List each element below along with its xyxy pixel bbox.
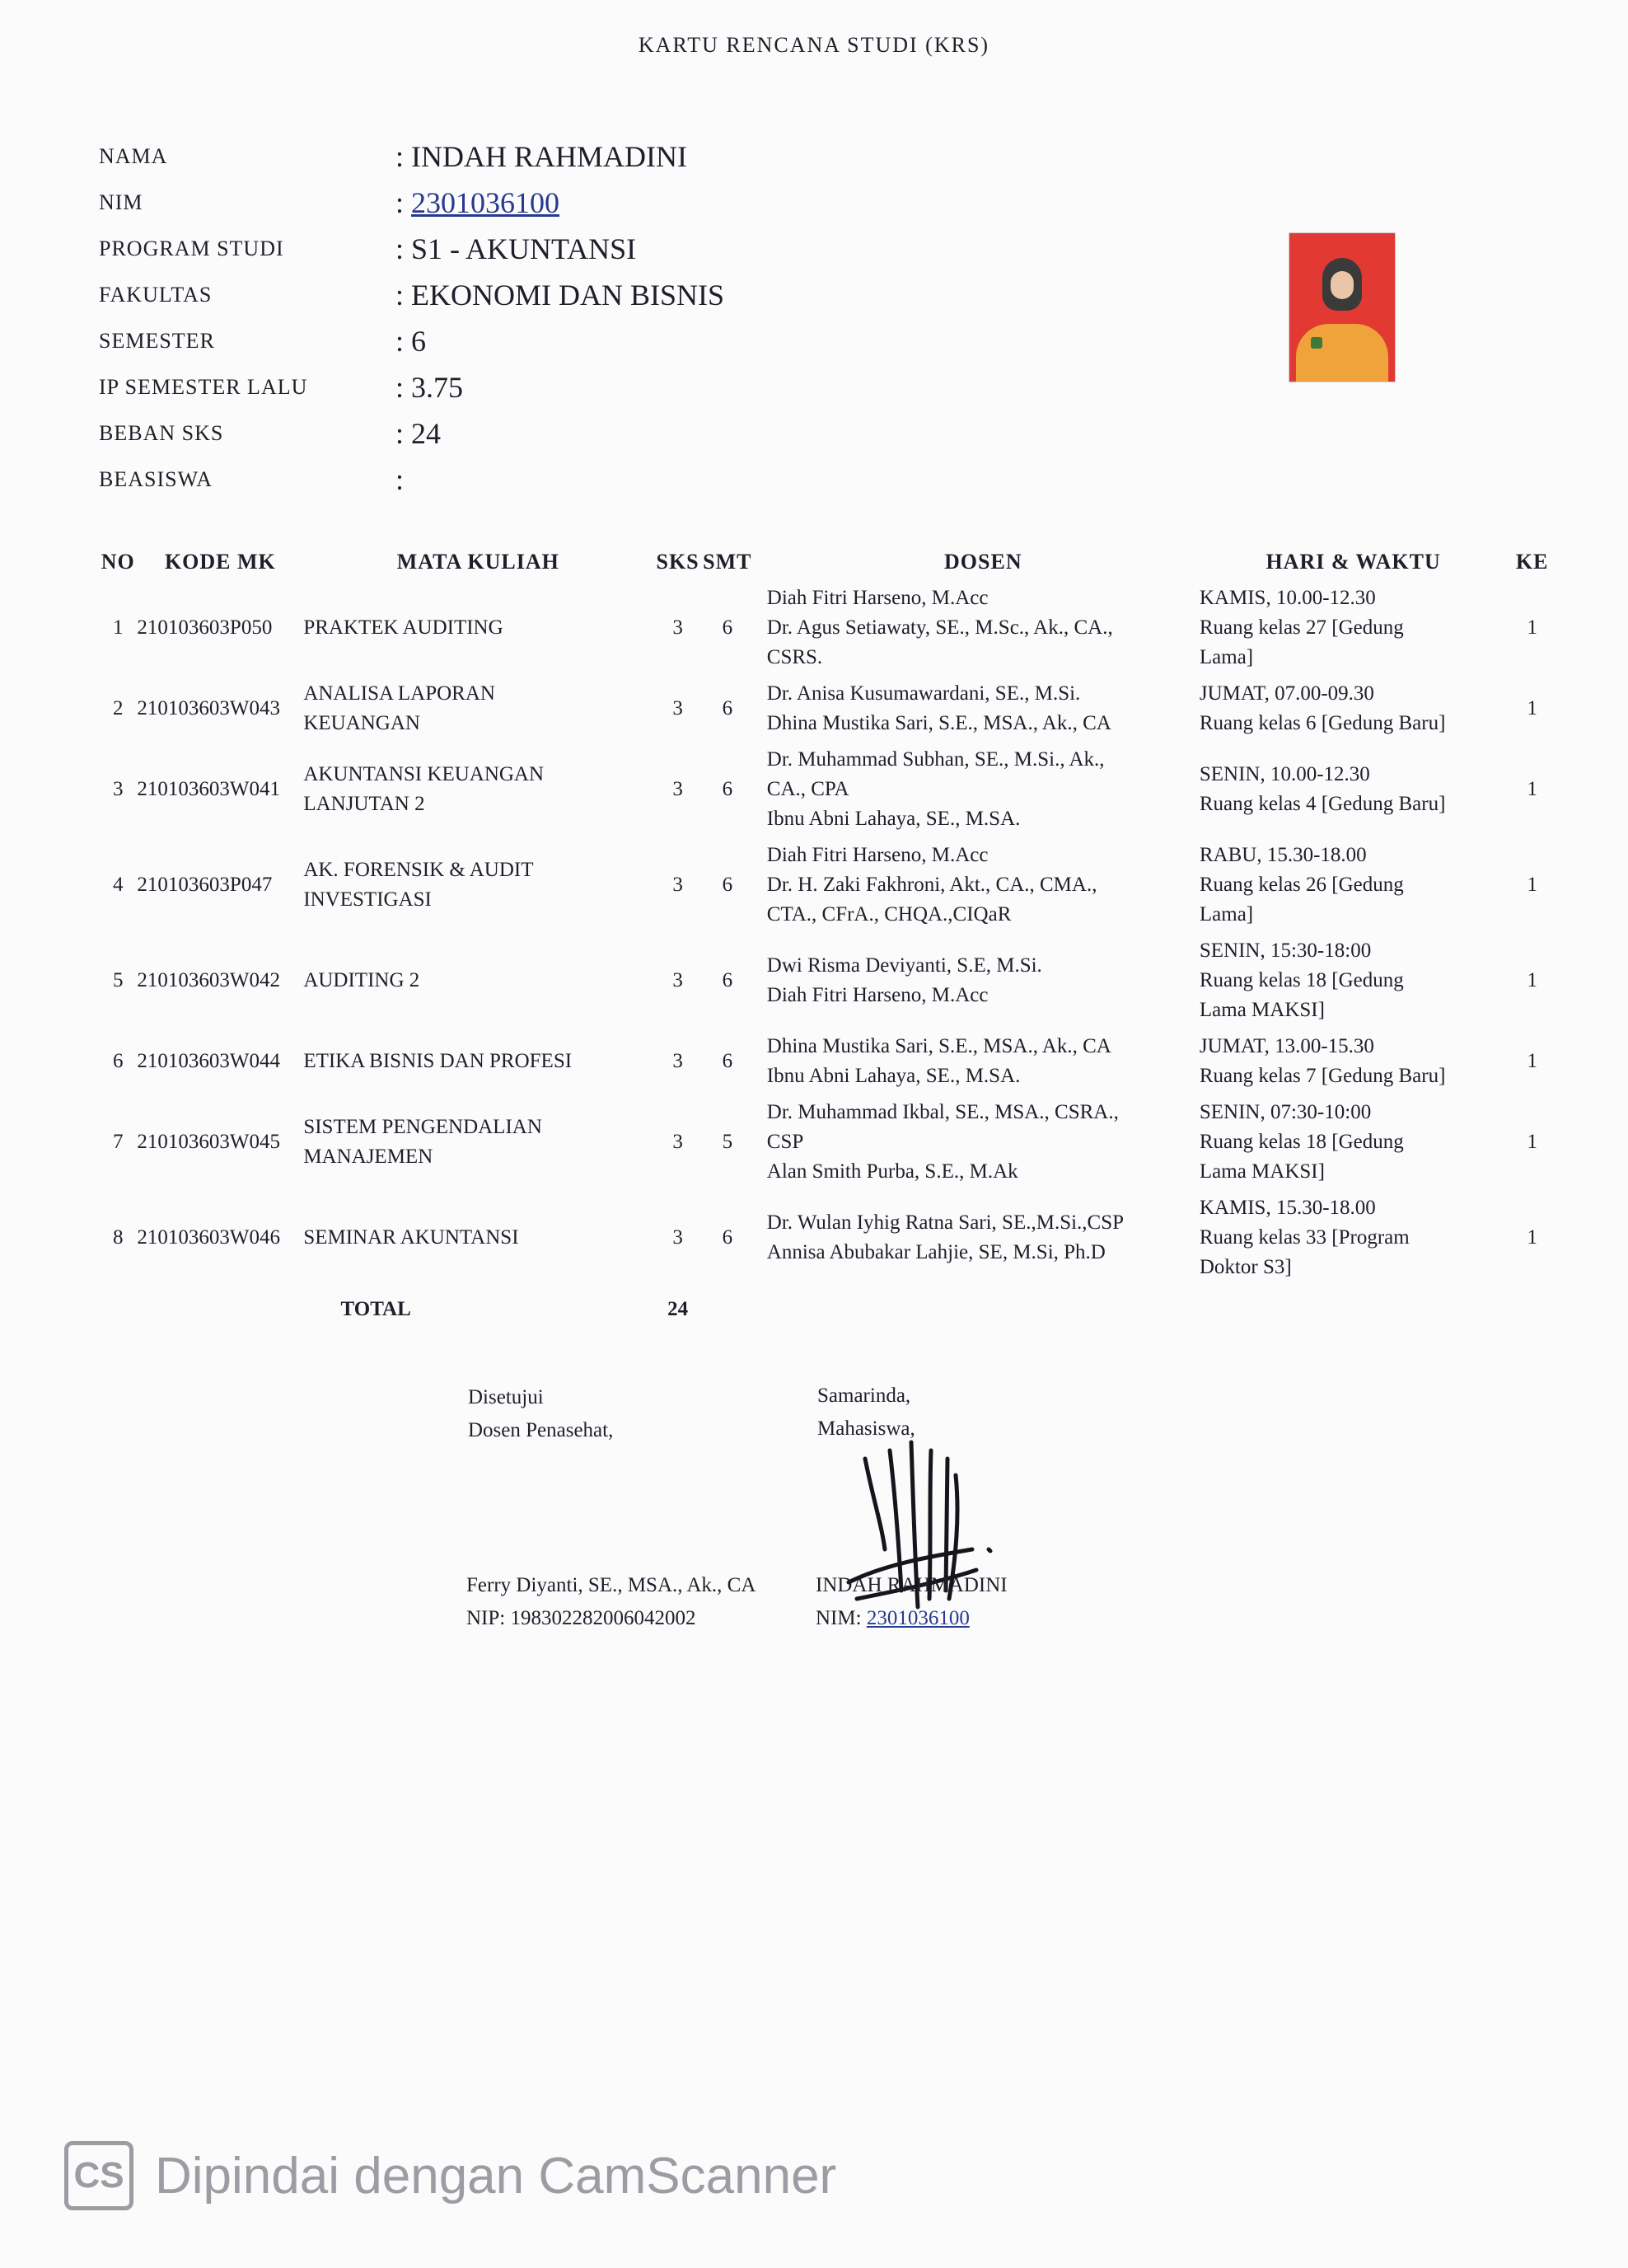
cell-mata-kuliah: AUDITING 2 [303,969,420,991]
cell-ke: 1 [1527,616,1537,639]
student-identity [816,1569,1008,1635]
cell-no: 5 [112,969,124,991]
table-header [99,544,1557,580]
cell-kode: 210103603W044 [137,1050,281,1072]
info-label: BEBAN SKS [99,421,224,445]
cell-hari: JUMAT, 07.00-09.30 Ruang kelas 6 [Gedung Baru] [1199,682,1446,734]
cell-hari: SENIN, 07:30-10:00 Ruang kelas 18 [Gedung Lama MAKSI] [1199,1101,1404,1183]
info-value: : EKONOMI DAN BISNIS [395,279,725,312]
info-label: NIM [99,190,143,214]
nim-link[interactable]: 2301036100 [411,186,560,219]
info-value [395,185,559,220]
cell-hari: KAMIS, 15.30-18.00 Ruang kelas 33 [Program Doktor S3] [1199,1197,1410,1278]
info-row-ip [99,364,724,410]
nim-prefix: : [395,186,412,219]
info-value: : 6 [395,325,427,358]
cell-no: 7 [112,1131,124,1153]
cell-ke: 1 [1527,697,1537,719]
advisor-identity [466,1569,756,1635]
cell-kode: 210103603W045 [137,1131,281,1153]
photo-face [1331,271,1354,299]
cell-kode: 210103603P047 [137,874,273,896]
total-sks: 24 [667,1298,689,1320]
total-row [99,1286,1557,1333]
cell-dosen: Diah Fitri Harseno, M.Acc Dr. Agus Setiawaty, SE., M.Sc., Ak., CA., CSRS. [766,587,1113,668]
cell-smt: 6 [722,697,733,719]
advisor-nip: NIP: 198302282006042002 [466,1607,696,1629]
header-sks: SKS [656,550,699,574]
cell-kode: 210103603W046 [137,1226,281,1249]
student-line2: Mahasiswa, [817,1418,915,1440]
info-value: : [395,463,405,496]
cell-no: 2 [112,697,124,719]
cell-no: 6 [112,1050,124,1072]
cell-dosen: Diah Fitri Harseno, M.Acc Dr. H. Zaki Fakhroni, Akt., CA., CMA., CTA., CFrA., CHQA.,CIQaR [766,844,1097,925]
cell-smt: 6 [722,778,733,800]
cell-mata-kuliah: ANALISA LAPORAN KEUANGAN [303,682,495,734]
cell-dosen: Dr. Anisa Kusumawardani, SE., M.Si. Dhina Mustika Sari, S.E., MSA., Ak., CA [766,682,1111,734]
course-table [99,544,1557,1333]
info-row-semester [99,318,724,364]
header-ke: KE [1515,550,1549,574]
cell-ke: 1 [1527,874,1537,896]
info-value: : INDAH RAHMADINI [395,140,687,173]
cell-kode: 210103603W042 [137,969,281,991]
table-row [99,1190,1557,1286]
cell-hari: JUMAT, 13.00-15.30 Ruang kelas 7 [Gedung Baru] [1199,1035,1446,1087]
info-value: : 24 [395,417,442,450]
cell-dosen: Dhina Mustika Sari, S.E., MSA., Ak., CA Ibnu Abni Lahaya, SE., M.SA. [766,1035,1111,1087]
cell-sks: 3 [672,778,683,800]
cell-mata-kuliah: AKUNTANSI KEUANGAN LANJUTAN 2 [303,763,545,815]
cell-sks: 3 [672,1131,683,1153]
student-line1: Samarinda, [817,1385,911,1407]
cell-smt: 6 [722,616,733,639]
cell-no: 3 [112,778,124,800]
student-photo [1289,232,1396,382]
advisor-line1: Disetujui [468,1386,544,1408]
cell-sks: 3 [672,697,683,719]
table-row [99,580,1557,676]
cell-mata-kuliah: SEMINAR AKUNTANSI [303,1226,519,1249]
cell-hari: RABU, 15.30-18.00 Ruang kelas 26 [Gedung Lama] [1199,844,1404,925]
cell-ke: 1 [1527,778,1537,800]
table-row [99,837,1557,933]
cell-hari: KAMIS, 10.00-12.30 Ruang kelas 27 [Gedung Lama] [1199,587,1404,668]
document-title: KARTU RENCANA STUDI (KRS) [638,33,990,57]
cell-smt: 6 [722,1226,733,1249]
header-smt: SMT [703,550,752,574]
cell-no: 1 [112,616,124,639]
table-row [99,1094,1557,1190]
camscanner-watermark [64,2141,836,2210]
advisor-line2: Dosen Penasehat, [468,1419,614,1441]
header-hari: HARI & WAKTU [1265,550,1441,574]
advisor-name: Ferry Diyanti, SE., MSA., Ak., CA [466,1574,756,1596]
cell-kode: 210103603W043 [137,697,281,719]
cell-ke: 1 [1527,1226,1537,1249]
info-value: : S1 - AKUNTANSI [395,232,637,265]
cell-smt: 6 [722,1050,733,1072]
cell-dosen: Dr. Muhammad Subhan, SE., M.Si., Ak., CA., CPA Ibnu Abni Lahaya, SE., M.SA. [766,748,1105,830]
cell-smt: 6 [722,969,733,991]
cell-smt: 5 [722,1131,733,1153]
info-value: : 3.75 [395,371,464,404]
header-no: NO [101,550,135,574]
cell-kode: 210103603W041 [137,778,281,800]
photo-badge-icon [1311,337,1322,349]
cell-dosen: Dwi Risma Deviyanti, S.E, M.Si. Diah Fitri Harseno, M.Acc [766,954,1042,1006]
info-row-beban [99,410,724,457]
info-row-prodi [99,226,724,272]
table-row [99,676,1557,742]
cell-hari: SENIN, 15:30-18:00 Ruang kelas 18 [Gedung Lama MAKSI] [1199,940,1404,1021]
table-row [99,742,1557,837]
cell-no: 4 [112,874,124,896]
header-kode: KODE MK [164,550,276,574]
cell-ke: 1 [1527,1050,1537,1072]
info-label: FAKULTAS [99,283,213,307]
table-row [99,933,1557,1029]
cell-kode: 210103603P050 [137,616,273,639]
cell-no: 8 [112,1226,124,1249]
cell-mata-kuliah: PRAKTEK AUDITING [303,616,503,639]
table-row [99,1029,1557,1094]
cell-mata-kuliah: AK. FORENSIK & AUDIT INVESTIGASI [303,859,534,911]
cell-ke: 1 [1527,969,1537,991]
camscanner-logo-icon: CS [64,2141,133,2210]
info-label: BEASISWA [99,467,213,491]
cell-sks: 3 [672,874,683,896]
cell-sks: 3 [672,1226,683,1249]
info-row-fakultas [99,272,724,318]
info-row-beasiswa [99,457,724,503]
cell-ke: 1 [1527,1131,1537,1153]
info-label: SEMESTER [99,329,215,353]
cell-sks: 3 [672,1050,683,1072]
info-label: NAMA [99,144,168,168]
cell-dosen: Dr. Wulan Iyhig Ratna Sari, SE.,M.Si.,CSP Annisa Abubakar Lahjie, SE, M.Si, Ph.D [766,1211,1125,1263]
cell-mata-kuliah: ETIKA BISNIS DAN PROFESI [303,1050,573,1072]
student-name: INDAH RAHMADINI [816,1574,1008,1596]
info-label: PROGRAM STUDI [99,237,284,260]
total-label: TOTAL [340,1298,411,1320]
cell-sks: 3 [672,969,683,991]
student-info [99,134,724,503]
cell-dosen: Dr. Muhammad Ikbal, SE., MSA., CSRA., CSP Alan Smith Purba, S.E., M.Ak [766,1101,1119,1183]
info-row-nim [99,180,724,226]
cell-smt: 6 [722,874,733,896]
info-label: IP SEMESTER LALU [99,375,308,399]
student-nim-label: NIM: [816,1607,867,1629]
advisor-approval [468,1381,613,1447]
photo-uniform [1296,324,1388,382]
info-row-nama [99,134,724,180]
cell-mata-kuliah: SISTEM PENGENDALIAN MANAJEMEN [303,1116,542,1168]
cell-sks: 3 [672,616,683,639]
header-mata-kuliah: MATA KULIAH [396,550,559,574]
student-nim-link[interactable]: 2301036100 [866,1607,970,1629]
camscanner-text: Dipindai dengan CamScanner [155,2147,837,2205]
cell-hari: SENIN, 10.00-12.30 Ruang kelas 4 [Gedung Baru] [1199,763,1446,815]
header-dosen: DOSEN [944,550,1022,574]
student-nim [816,1602,1008,1635]
